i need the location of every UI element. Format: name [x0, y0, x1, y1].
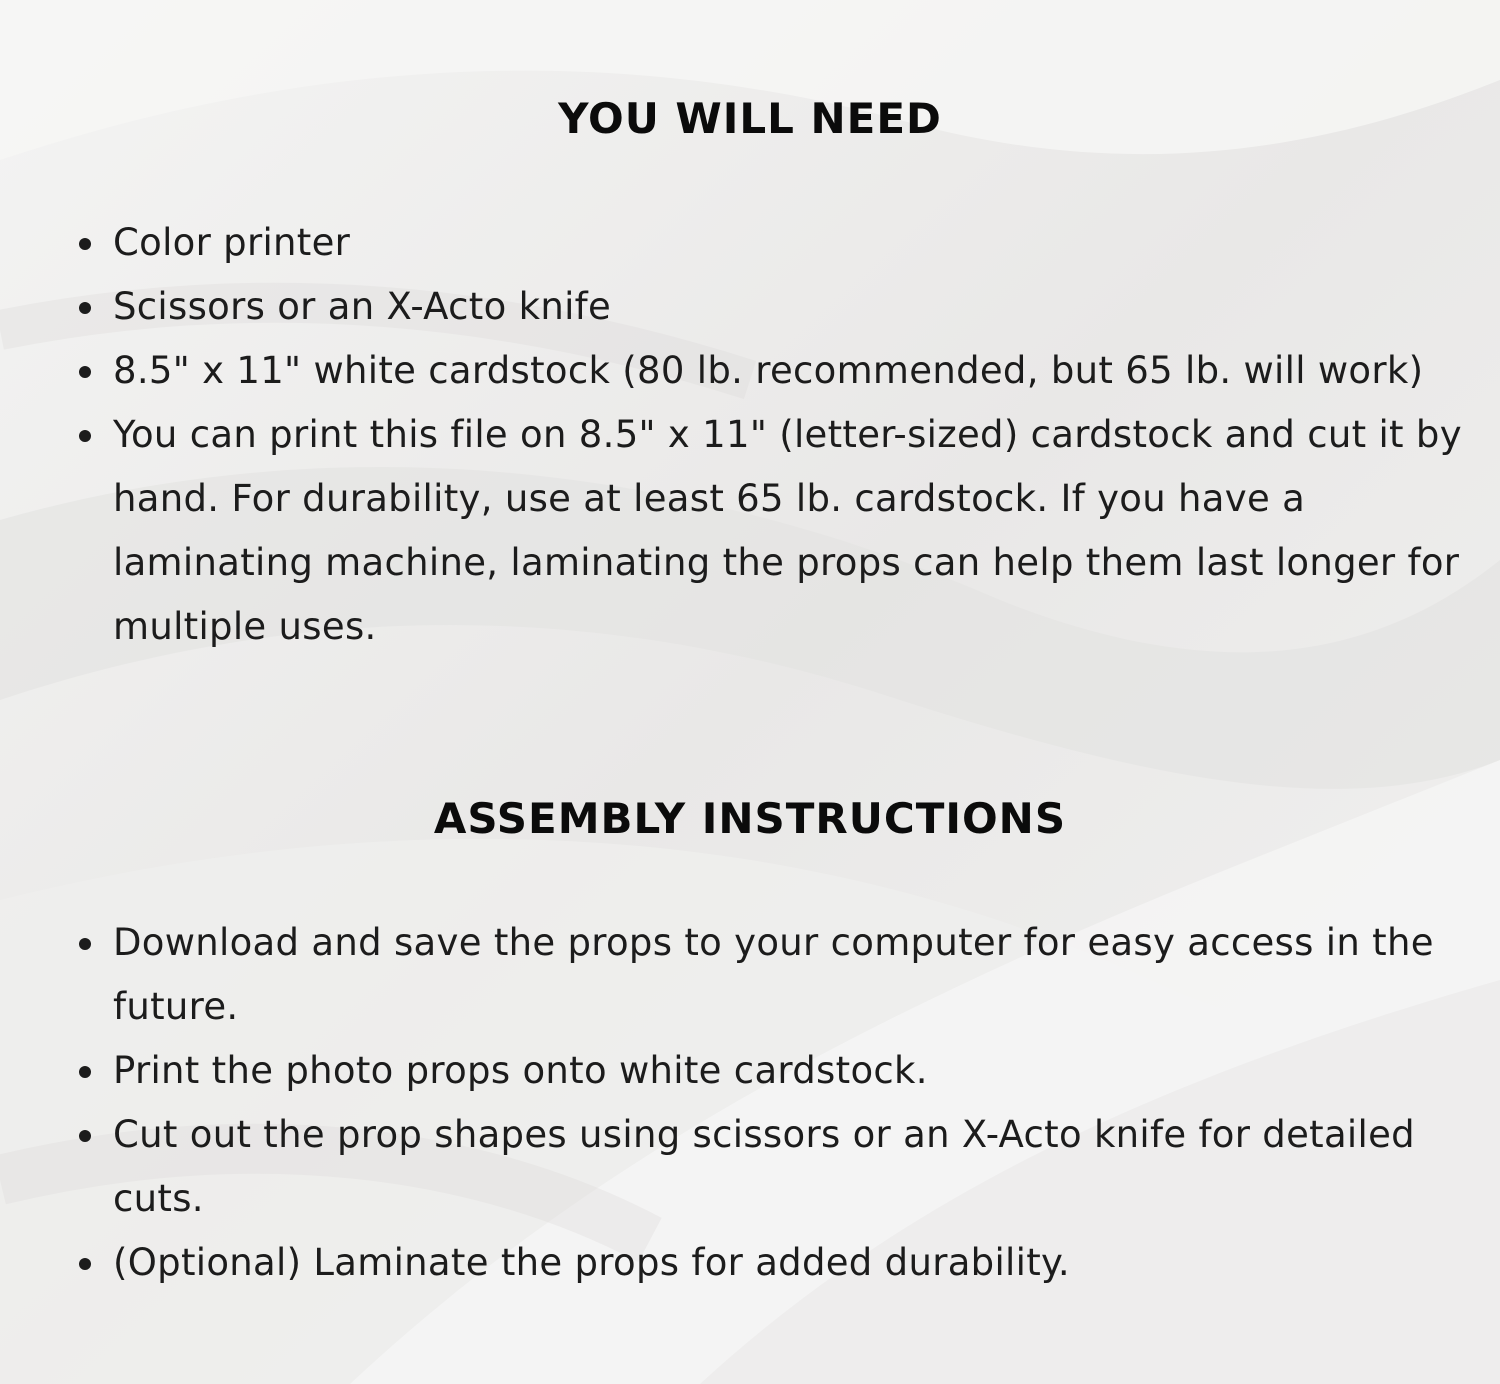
- bullet-icon: [79, 238, 91, 250]
- bullet-icon: [79, 1130, 91, 1142]
- list-item-text: Color printer: [113, 221, 351, 264]
- bullet-icon: [79, 1258, 91, 1270]
- list-item: [113, 211, 1465, 275]
- bullet-icon: [79, 1066, 91, 1078]
- list-item-text: Cut out the prop shapes using scissors or an X-Acto knife for detailed cuts.: [113, 1113, 1415, 1220]
- bullet-icon: [79, 302, 91, 314]
- list-item-text: (Optional) Laminate the props for added durability.: [113, 1241, 1070, 1284]
- list-item: [113, 339, 1465, 403]
- list-item-text: 8.5" x 11" white cardstock (80 lb. recommended, but 65 lb. will work): [113, 349, 1424, 392]
- list-item: [113, 911, 1465, 1039]
- you-will-need-list: [113, 211, 1465, 659]
- list-item-text: Print the photo props onto white cardstock.: [113, 1049, 928, 1092]
- bullet-icon: [79, 938, 91, 950]
- assembly-instructions-list: [113, 911, 1465, 1295]
- list-item: [113, 1103, 1465, 1231]
- section-heading-you-will-need: YOU WILL NEED: [558, 94, 942, 143]
- list-item-text: Download and save the props to your computer for easy access in the future.: [113, 921, 1434, 1028]
- list-item-text: You can print this file on 8.5" x 11" (letter-sized) cardstock and cut it by hand. For durability, use at least 65 lb. cardstock. If you have a laminating machine, laminating the props can help them last longer for multiple uses.: [113, 413, 1462, 648]
- list-item: [113, 1039, 1465, 1103]
- bullet-icon: [79, 366, 91, 378]
- section-heading-assembly-instructions: ASSEMBLY INSTRUCTIONS: [433, 794, 1067, 843]
- list-item: [113, 275, 1465, 339]
- list-item-text: Scissors or an X-Acto knife: [113, 285, 612, 328]
- bullet-icon: [79, 430, 91, 442]
- list-item: [113, 403, 1465, 659]
- list-item: [113, 1231, 1465, 1295]
